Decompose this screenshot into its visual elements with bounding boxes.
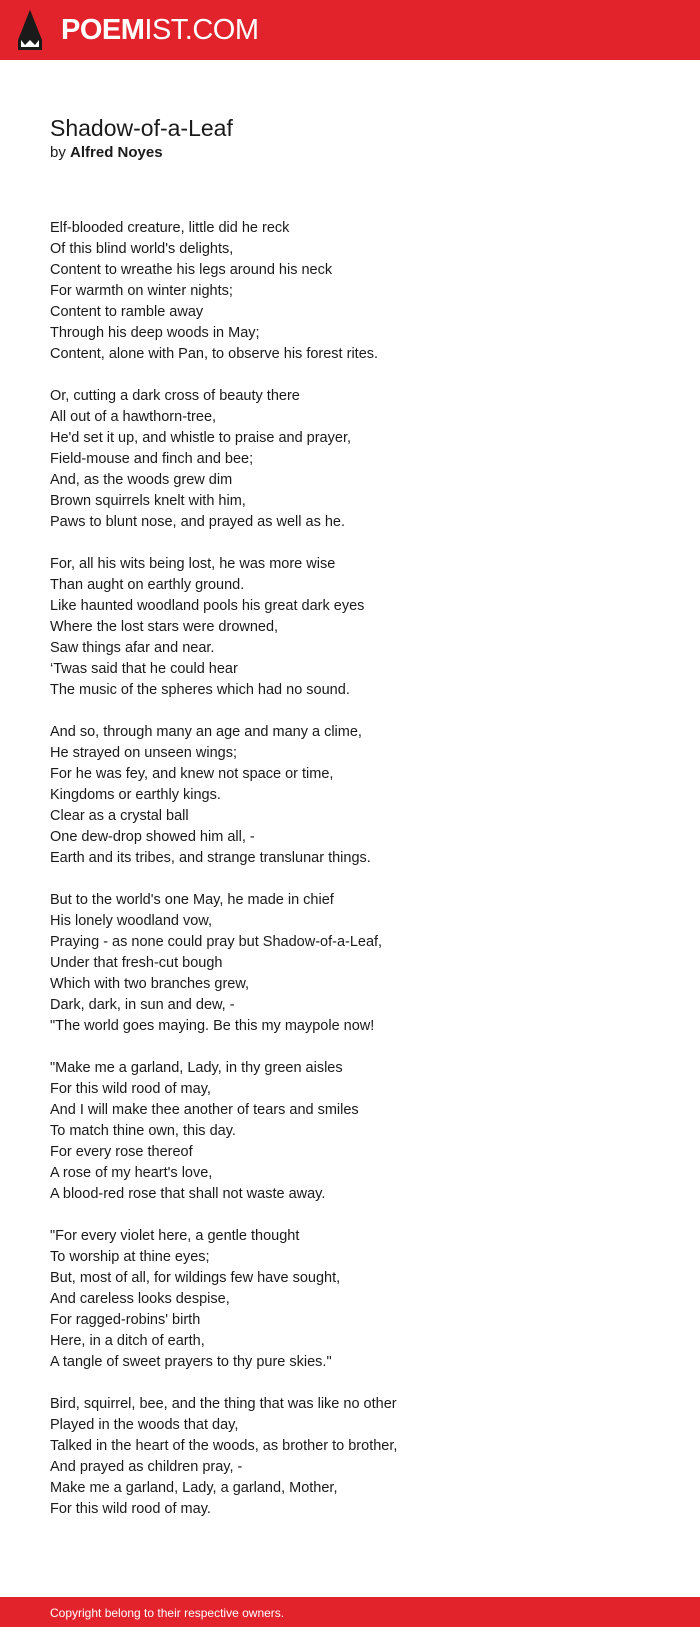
poem-line: Kingdoms or earthly kings.: [50, 787, 221, 803]
poem-line: And careless looks despise,: [50, 1291, 230, 1307]
poem-line: All out of a hawthorn-tree,: [50, 409, 217, 425]
poem-line: But, most of all, for wildings few have sought,: [50, 1270, 341, 1286]
poem-line: "Make me a garland, Lady, in thy green aisles: [50, 1060, 343, 1076]
poem-line: ‘Twas said that he could hear: [50, 661, 238, 677]
logo-bold-text: POEM: [61, 14, 145, 46]
poem-line: Earth and its tribes, and strange translunar things.: [50, 850, 371, 866]
poem-line: For he was fey, and knew not space or time,: [50, 766, 334, 782]
poem-line: Brown squirrels knelt with him,: [50, 493, 246, 509]
poem-line: For warmth on winter nights;: [50, 283, 233, 299]
poem-line: Elf-blooded creature, little did he reck: [50, 220, 290, 236]
poem-line: Paws to blunt nose, and prayed as well as he.: [50, 514, 346, 530]
poem-line: Played in the woods that day,: [50, 1417, 239, 1433]
poem-line: Dark, dark, in sun and dew, -: [50, 997, 235, 1013]
poem-line: A tangle of sweet prayers to thy pure skies.": [50, 1354, 332, 1370]
poem-body: [50, 218, 670, 1541]
stanza: [50, 890, 670, 1037]
poem-line: Bird, squirrel, bee, and the thing that was like no other: [50, 1396, 397, 1412]
site-footer: [0, 1597, 700, 1627]
copyright-notice: Copyright belong to their respective owners.: [50, 1606, 285, 1620]
poem-line: To match thine own, this day.: [50, 1123, 236, 1139]
poem-line: And prayed as children pray, -: [50, 1459, 243, 1475]
poem-title: Shadow-of-a-Leaf: [50, 115, 233, 141]
poem-line: One dew-drop showed him all, -: [50, 829, 255, 845]
poem-line: A blood-red rose that shall not waste away.: [50, 1186, 326, 1202]
poem-line: And so, through many an age and many a clime,: [50, 724, 362, 740]
stanza: [50, 722, 670, 869]
pencil-tip-icon[interactable]: [17, 9, 43, 51]
poem-line: Field-mouse and finch and bee;: [50, 451, 254, 467]
poem-line: "The world goes maying. Be this my maypole now!: [50, 1018, 375, 1034]
byline: [50, 143, 670, 163]
poem-line: His lonely woodland vow,: [50, 913, 213, 929]
poem-line: Content to ramble away: [50, 304, 204, 320]
poem-line: A rose of my heart's love,: [50, 1165, 213, 1181]
poem-line: Here, in a ditch of earth,: [50, 1333, 205, 1349]
poem-line: Which with two branches grew,: [50, 976, 250, 992]
stanza: [50, 1394, 670, 1520]
site-header: [0, 0, 700, 60]
poem-line: Saw things afar and near.: [50, 640, 215, 656]
poem-header: [50, 113, 670, 163]
poem-line: Like haunted woodland pools his great dark eyes: [50, 598, 365, 614]
poem-line: And, as the woods grew dim: [50, 472, 233, 488]
poem-line: Under that fresh-cut bough: [50, 955, 223, 971]
poem-line: For, all his wits being lost, he was more wise: [50, 556, 336, 572]
poem-line: Through his deep woods in May;: [50, 325, 260, 341]
stanza: [50, 218, 670, 365]
poem-line: He strayed on unseen wings;: [50, 745, 237, 761]
stanza: [50, 386, 670, 533]
poem-line: For ragged-robins' birth: [50, 1312, 201, 1328]
poem-line: For every rose thereof: [50, 1144, 193, 1160]
poem-line: Content to wreathe his legs around his neck: [50, 262, 333, 278]
stanza: [50, 1226, 670, 1373]
poem-line: And I will make thee another of tears and smiles: [50, 1102, 359, 1118]
poem-line: Than aught on earthly ground.: [50, 577, 245, 593]
poem-line: The music of the spheres which had no sound.: [50, 682, 350, 698]
poem-line: Make me a garland, Lady, a garland, Mother,: [50, 1480, 338, 1496]
poem-line: Content, alone with Pan, to observe his forest rites.: [50, 346, 379, 362]
logo-light-text: IST.COM: [144, 14, 259, 46]
stanza: [50, 1058, 670, 1205]
poem-line: Praying - as none could pray but Shadow-of-a-Leaf,: [50, 934, 383, 950]
poem-line: Or, cutting a dark cross of beauty there: [50, 388, 300, 404]
poem-line: To worship at thine eyes;: [50, 1249, 210, 1265]
poem-line: He'd set it up, and whistle to praise and prayer,: [50, 430, 351, 446]
poem-line: But to the world's one May, he made in chief: [50, 892, 334, 908]
poem-line: For this wild rood of may,: [50, 1081, 211, 1097]
poem-line: Talked in the heart of the woods, as brother to brother,: [50, 1438, 398, 1454]
byline-prefix: by: [50, 144, 66, 161]
poem-line: "For every violet here, a gentle thought: [50, 1228, 300, 1244]
poem-line: For this wild rood of may.: [50, 1501, 211, 1517]
poem-line: Of this blind world's delights,: [50, 241, 234, 257]
stanza: [50, 554, 670, 701]
site-logo[interactable]: [61, 12, 259, 48]
poem-line: Clear as a crystal ball: [50, 808, 189, 824]
author-name[interactable]: Alfred Noyes: [70, 144, 163, 161]
poem-line: Where the lost stars were drowned,: [50, 619, 279, 635]
